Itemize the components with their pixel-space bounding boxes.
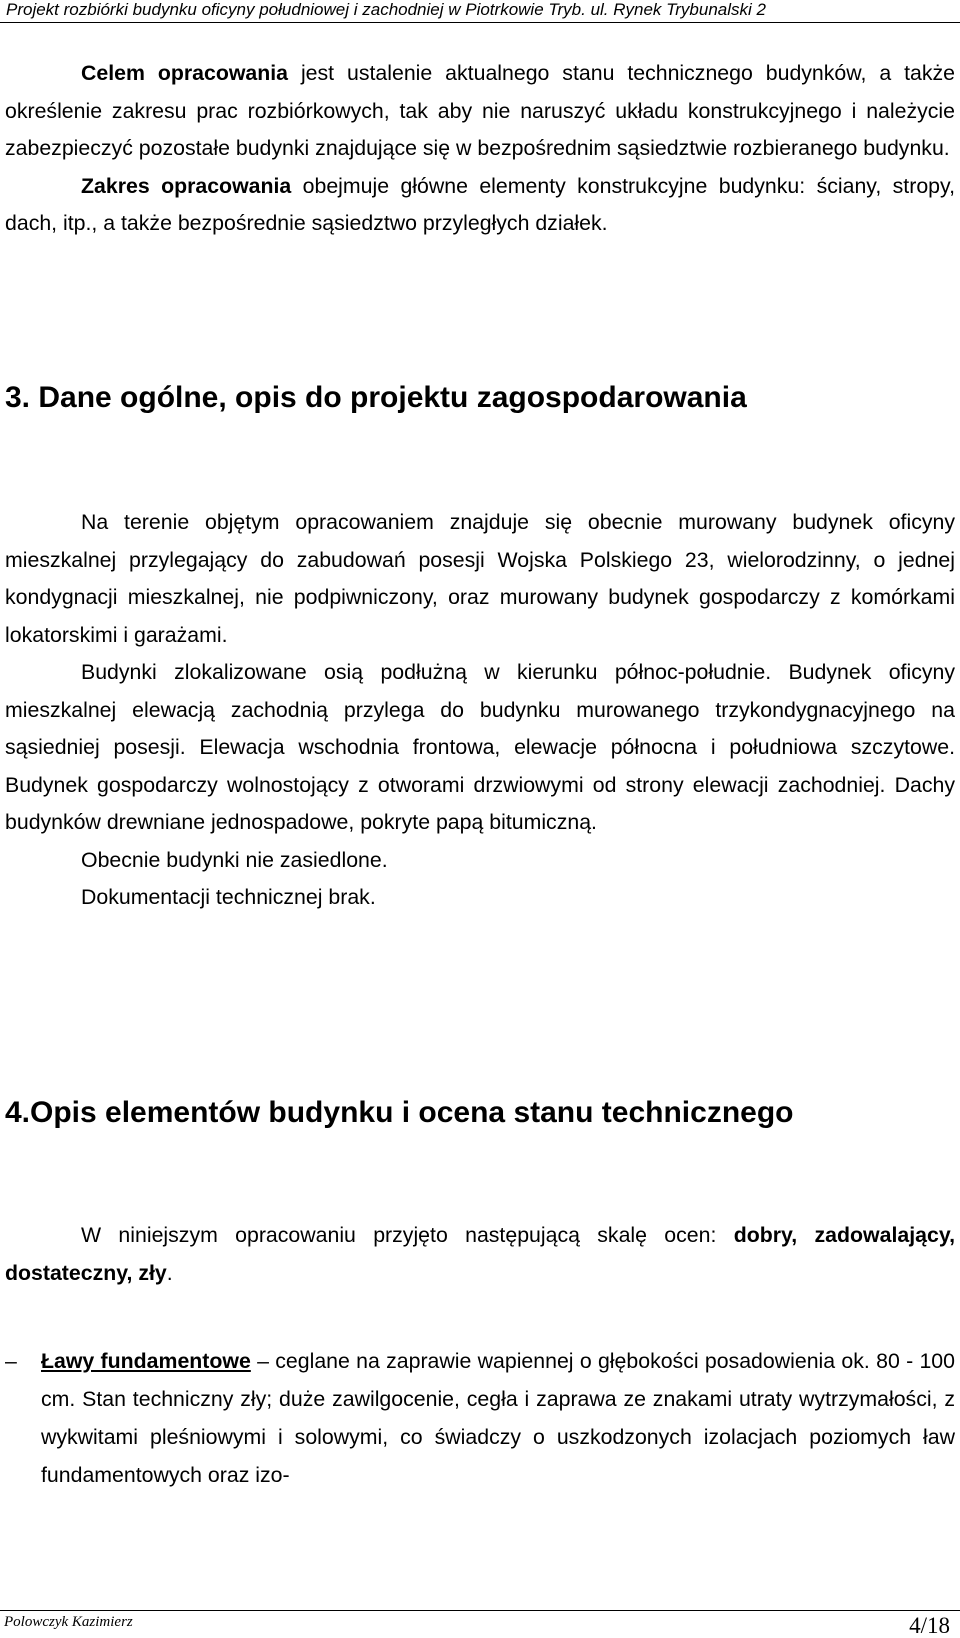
page-number: 4/18 bbox=[909, 1613, 950, 1638]
list-dash: – bbox=[5, 1349, 17, 1373]
rating-scale-paragraph bbox=[5, 1217, 955, 1292]
rating-scale-values: dobry, zadowalający, dostateczny, zły bbox=[5, 1223, 955, 1285]
rating-scale-text: W niniejszym opracowaniu przyjęto następującą skalę ocen: bbox=[81, 1223, 734, 1247]
goal-text: jest ustalenie aktualnego stanu technicznego budynków, a także określenie zakresu prac rozbiórkowych, tak aby nie naruszyć układu konstrukcyjnego i należycie zabezpieczyć pozostałe budynki znajdujące się w bezpośrednim sąsiedztwie rozbieranego budynku. bbox=[5, 61, 955, 160]
intro-paragraph-scope bbox=[5, 168, 955, 243]
section-3-body bbox=[5, 504, 955, 917]
rating-scale-end: . bbox=[166, 1260, 173, 1285]
item-title: Ławy fundamentowe bbox=[41, 1349, 251, 1373]
page-footer bbox=[0, 1610, 960, 1637]
section-3-heading: 3. Dane ogólne, opis do projektu zagospodarowania bbox=[5, 381, 747, 414]
section-3-paragraph: Na terenie objętym opracowaniem znajduje się obecnie murowany budynek oficyny mieszkalnej przylegający do zabudowań posesji Wojska Polskiego 23, wielorodzinny, o jednej kondygnacji mieszkalnej, nie podpiwniczony, oraz murowany budynek gospodarczy z komórkami lokatorskimi i garażami. bbox=[5, 510, 955, 647]
item-text: – ceglane na zaprawie wapiennej o głębokości posadowienia ok. 80 - 100 cm. Stan techniczny zły; duże zawilgocenie, cegła i zaprawa ze znakami utraty wytrzymałości, z wykwitami pleśniowymi i solowymi, co świadczy o uszkodzonych izolacjach poziomych ław fundamentowych oraz izo- bbox=[41, 1349, 955, 1487]
section-3-paragraph: Budynki zlokalizowane osią podłużną w kierunku północ-południe. Budynek oficyny mieszkalnej elewacją zachodnią przylega do budynku murowanego trzykondygnacyjnego na sąsiedniej posesji. Elewacja wschodnia frontowa, elewacje północna i południowa szczytowe. Budynek gospodarczy wolnostojący z otworami drzwiowymi od strony elewacji zachodniej. Dachy budynków drewniane jednospadowe, pokryte papą bitumiczną. bbox=[5, 660, 955, 834]
scope-label: Zakres opracowania bbox=[81, 173, 292, 198]
header-title: Projekt rozbiórki budynku oficyny południowej i zachodniej w Piotrkowie Tryb. ul. Rynek Trybunalski 2 bbox=[6, 0, 766, 19]
goal-label: Celem opracowania bbox=[81, 61, 289, 85]
footer-author: Polowczyk Kazimierz bbox=[4, 1614, 133, 1630]
section-4-heading: 4.Opis elementów budynku i ocena stanu technicznego bbox=[5, 1096, 794, 1129]
list-item bbox=[5, 1342, 955, 1494]
intro-paragraph-goal bbox=[5, 55, 955, 168]
section-3-paragraph: Dokumentacji technicznej brak. bbox=[81, 885, 376, 909]
intro-section bbox=[5, 55, 955, 243]
page-header bbox=[0, 0, 960, 23]
scope-text: obejmuje główne elementy konstrukcyjne budynku: ściany, stropy, dach, itp., a także bezpośrednie sąsiedztwo przyległych działek. bbox=[5, 173, 955, 235]
section-3-paragraph: Obecnie budynki nie zasiedlone. bbox=[81, 847, 388, 872]
